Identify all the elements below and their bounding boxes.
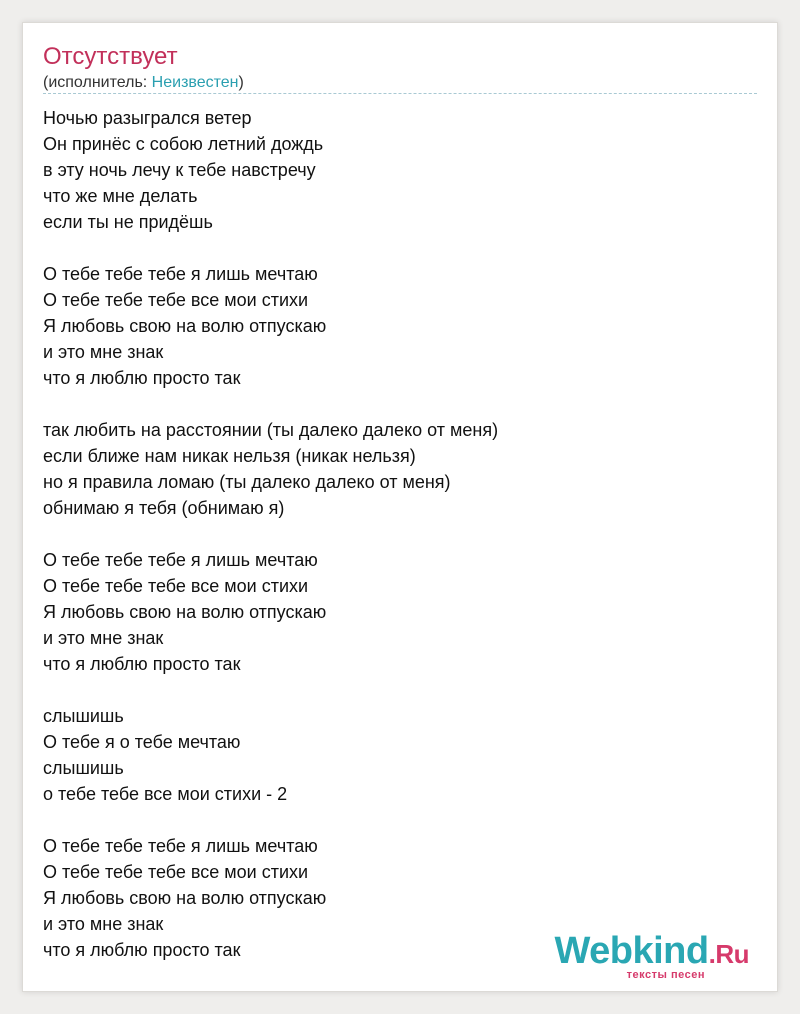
lyrics-line: в эту ночь лечу к тебе навстречу (43, 160, 316, 180)
lyrics-line: О тебе тебе тебе я лишь мечтаю (43, 264, 318, 284)
artist-line (43, 73, 244, 93)
lyrics-line: О тебе тебе тебе все мои стихи (43, 290, 309, 310)
lyrics-line: если ближе нам никак нельзя (никак нельзя) (43, 446, 416, 466)
lyrics-line: что же мне делать (43, 186, 198, 206)
artist-prefix: (исполнитель: (43, 74, 152, 91)
lyrics-stanza (43, 833, 498, 963)
lyrics-line: что я люблю просто так (43, 368, 241, 388)
lyrics-stanza (43, 547, 498, 677)
logo-subtitle: тексты песен (626, 969, 705, 981)
lyrics-line: если ты не придёшь (43, 212, 213, 232)
lyrics-line: Он принёс с собою летний дождь (43, 134, 324, 154)
lyrics-stanza (43, 417, 498, 521)
lyrics-stanza (43, 703, 498, 807)
artist-link[interactable]: Неизвестен (151, 74, 239, 91)
song-title: Отсутствует (43, 43, 178, 70)
lyrics-line: слышишь (43, 706, 124, 726)
logo-tld: .Ru (708, 939, 749, 969)
lyrics-line: О тебе тебе тебе все мои стихи (43, 862, 309, 882)
site-logo[interactable] (554, 932, 749, 981)
lyrics-line: Ночью разыгрался ветер (43, 108, 252, 128)
lyrics-card (22, 22, 778, 992)
lyrics-line: О тебе тебе тебе все мои стихи (43, 576, 309, 596)
lyrics-line: Я любовь свою на волю отпускаю (43, 888, 327, 908)
lyrics-line: Я любовь свою на волю отпускаю (43, 316, 327, 336)
lyrics-stanza (43, 261, 498, 391)
lyrics-line: и это мне знак (43, 342, 164, 362)
lyrics-line: обнимаю я тебя (обнимаю я) (43, 498, 285, 518)
lyrics-line: О тебе тебе тебе я лишь мечтаю (43, 550, 318, 570)
lyrics-line: и это мне знак (43, 914, 164, 934)
lyrics-line: что я люблю просто так (43, 654, 241, 674)
lyrics-line: и это мне знак (43, 628, 164, 648)
lyrics-line: о тебе тебе все мои стихи - 2 (43, 784, 288, 804)
lyrics-line: слышишь (43, 758, 124, 778)
lyrics-body (43, 105, 498, 989)
lyrics-stanza (43, 105, 498, 235)
divider (43, 93, 757, 94)
logo-main-text: Webkind (554, 930, 709, 972)
lyrics-line: но я правила ломаю (ты далеко далеко от меня) (43, 472, 451, 492)
lyrics-line: что я люблю просто так (43, 940, 241, 960)
logo-wordmark (554, 932, 749, 973)
artist-suffix: ) (238, 74, 244, 91)
lyrics-line: О тебе тебе тебе я лишь мечтаю (43, 836, 318, 856)
lyrics-line: О тебе я о тебе мечтаю (43, 732, 241, 752)
lyrics-line: так любить на расстоянии (ты далеко далеко от меня) (43, 420, 499, 440)
lyrics-line: Я любовь свою на волю отпускаю (43, 602, 327, 622)
